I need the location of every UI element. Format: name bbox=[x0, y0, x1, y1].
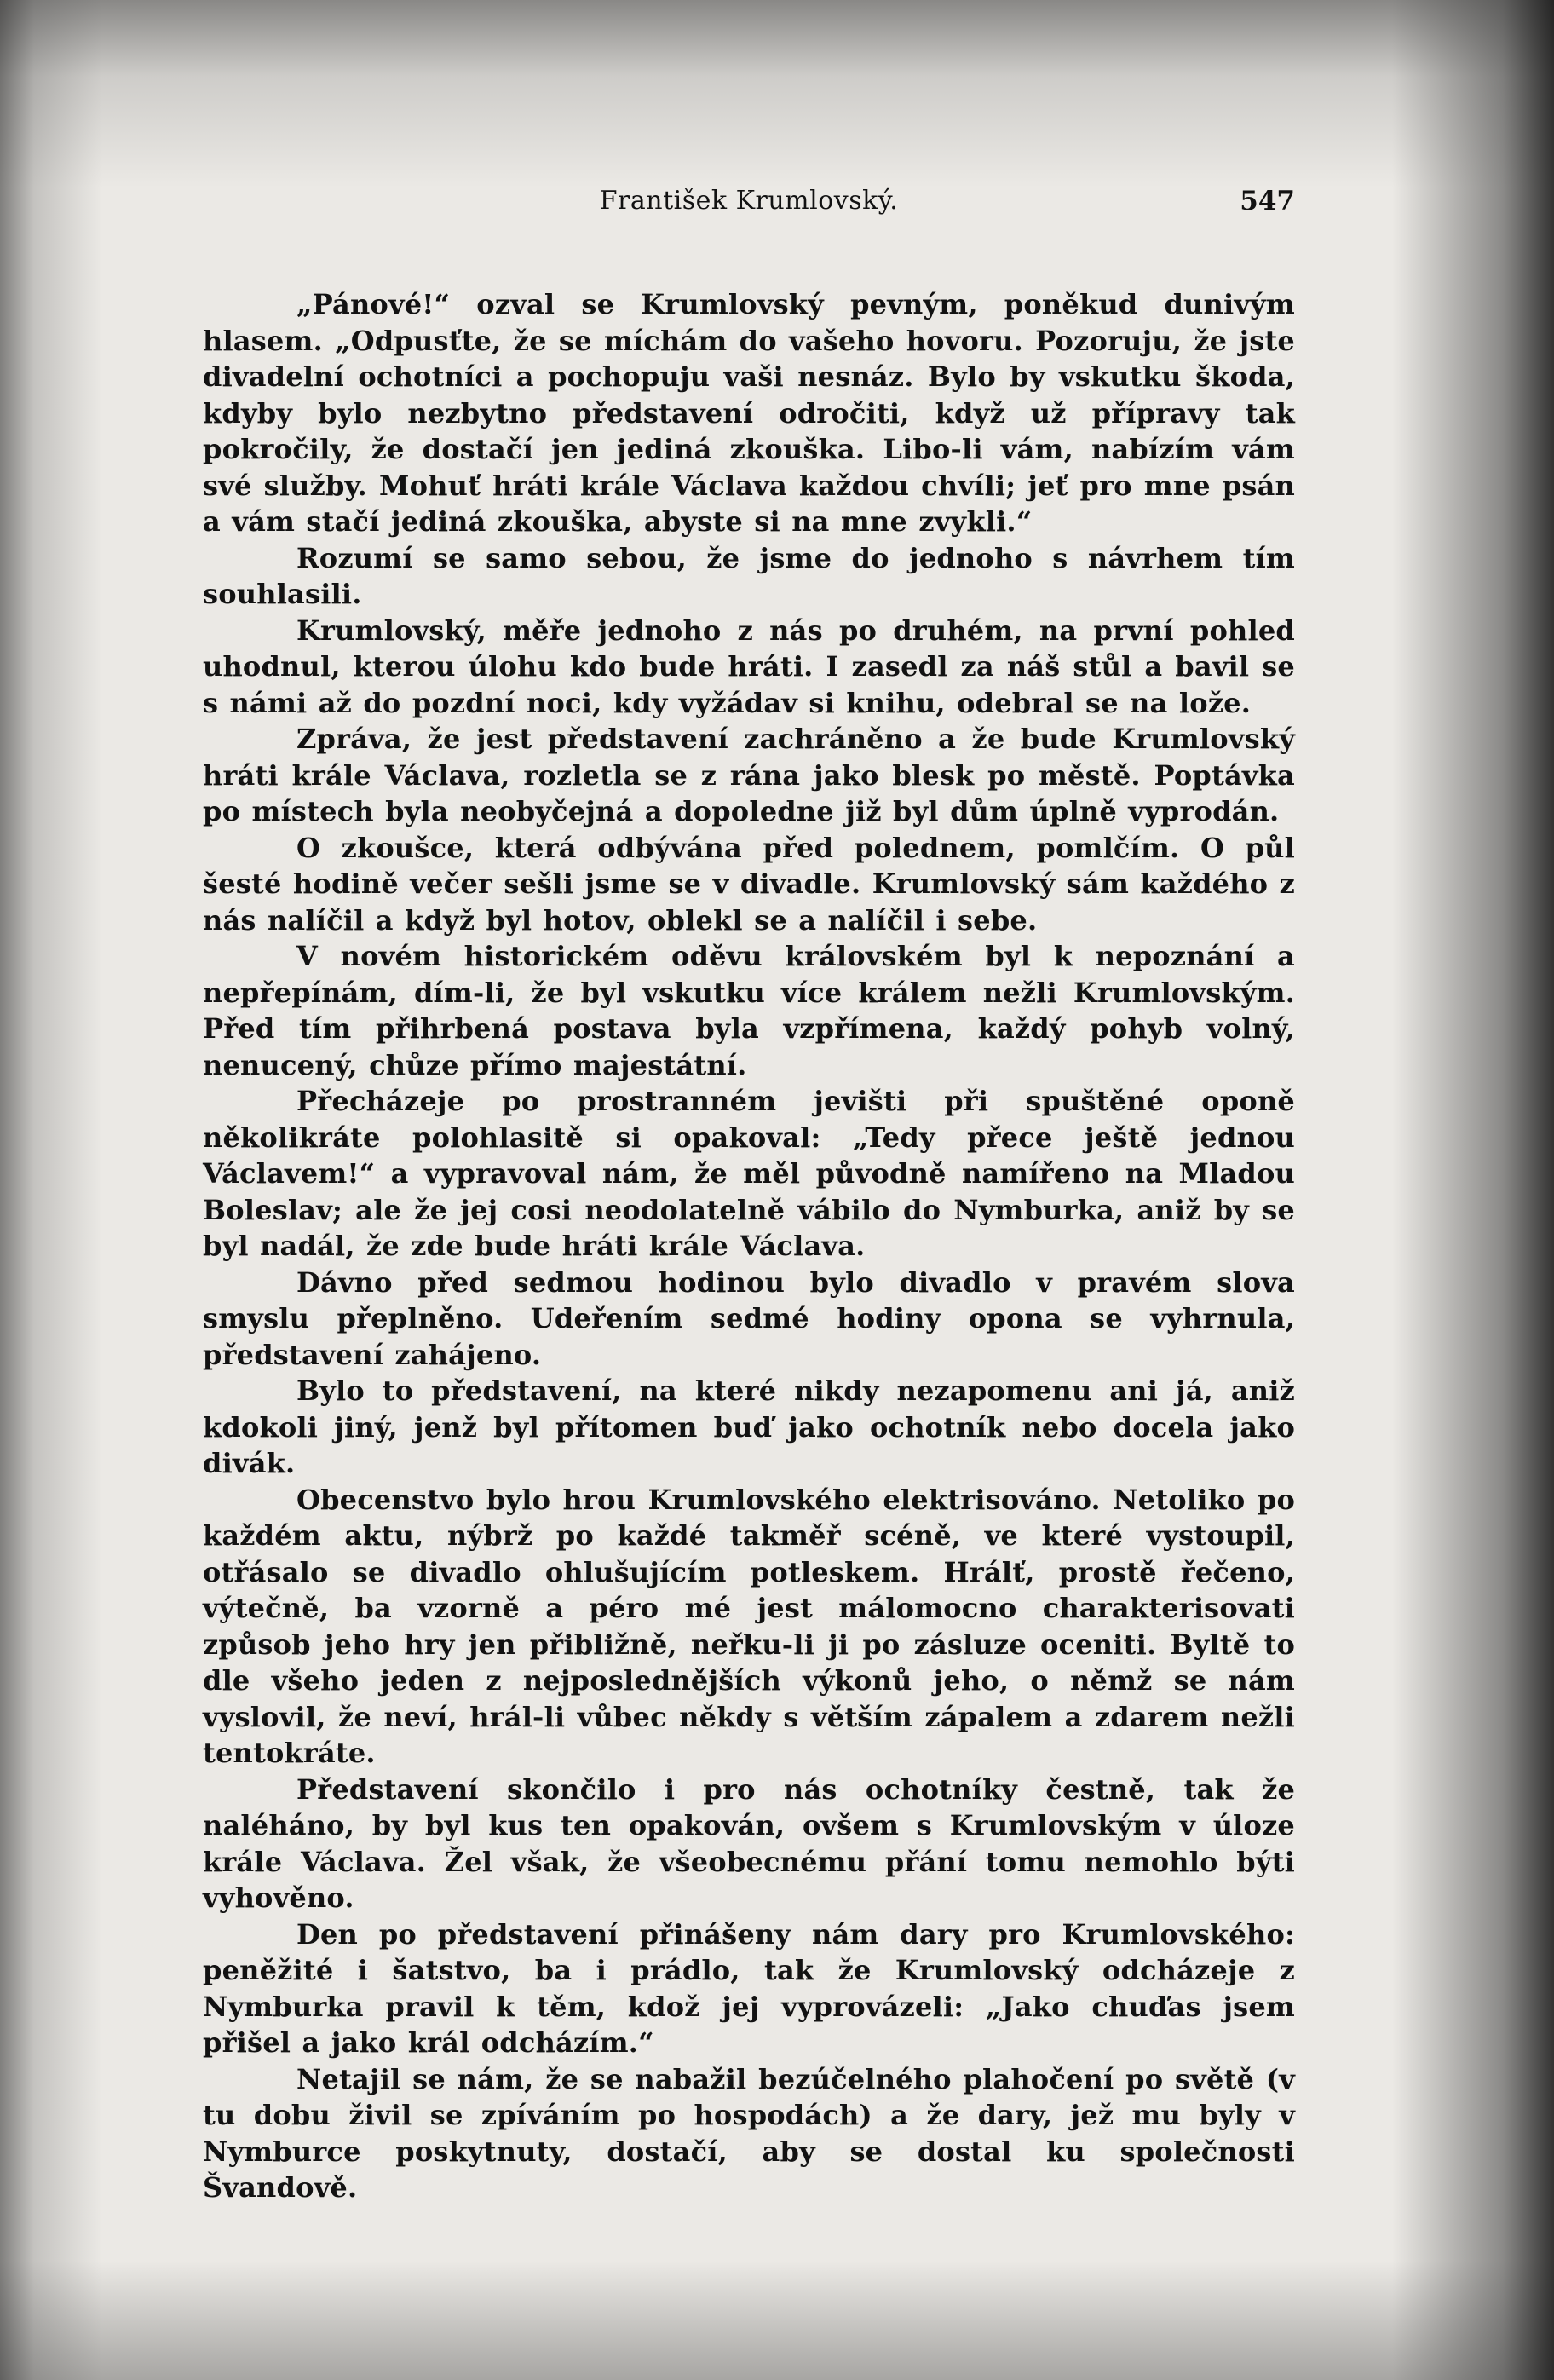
paragraph: Rozumí se samo sebou, že jsme do jednoho s návrhem tím souhlasili. bbox=[203, 541, 1295, 610]
paragraph: Netajil se nám, že se nabažil bezúčelného plahočení po světě (v tu dobu živil se zpíváním po hospodách) a že dary, jež mu byly v Nymburce poskytnuty, dostačí, aby se dostal ku společnosti Švandově. bbox=[203, 2062, 1295, 2204]
page-header bbox=[203, 186, 1295, 245]
body-text bbox=[203, 286, 1295, 2206]
running-head: František Krumlovský. bbox=[599, 186, 899, 216]
paragraph: V novém historickém oděvu královském byl k nepoznání a nepřepínám, dím-li, že byl vskutku více králem nežli Krumlovským. Před tím přihrbená postava byla vzpřímena, každý pohyb volný, nenucený, chůze přímo majestátní. bbox=[203, 940, 1295, 1081]
book-page bbox=[203, 186, 1295, 2206]
paragraph: Den po představení přinášeny nám dary pro Krumlovského: peněžité i šatstvo, ba i prádlo, tak že Krumlovský odcházeje z Nymburka pravil k těm, kdož jej vyprovázeli: „Jako chuďas jsem přišel a jako král odcházím.“ bbox=[203, 1917, 1295, 2059]
paragraph: Přecházeje po prostranném jevišti při spuštěné oponě několikráte polohlasitě si opakoval: „Tedy přece ještě jednou Václavem!“ a vypravoval nám, že měl původně namířeno na Mladou Boleslav; ale že jej cosi neodolatelně vábilo do Nymburka, aniž by se byl nadál, že zde bude hráti krále Václava. bbox=[203, 1085, 1295, 1262]
page-number: 547 bbox=[1240, 186, 1295, 216]
paragraph: „Pánové!“ ozval se Krumlovský pevným, poněkud dunivým hlasem. „Odpusťte, že se míchám do vašeho hovoru. Pozoruju, že jste divadelní ochotníci a pochopuju vaši nesnáz. Bylo by vskutku škoda, kdyby bylo nezbytno představení odročiti, když už přípravy tak pokročily, že dostačí jen jediná zkouška. Libo-li vám, nabízím vám své služby. Mohuť hráti krále Václava každou chvíli; jeť pro mne psán a vám stačí jediná zkouška, abyste si na mne zvykli.“ bbox=[203, 288, 1295, 538]
paragraph: Představení skončilo i pro nás ochotníky čestně, tak že naléháno, by byl kus ten opakován, ovšem s Krumlovským v úloze krále Václava. Žel však, že všeobecnému přání tomu nemohlo býti vyhověno. bbox=[203, 1772, 1295, 1914]
paragraph: Dávno před sedmou hodinou bylo divadlo v pravém slova smyslu přeplněno. Udeřením sedmé hodiny opona se vyhrnula, představení zahájeno. bbox=[203, 1265, 1295, 1371]
paragraph: Krumlovský, měře jednoho z nás po druhém, na první pohled uhodnul, kterou úlohu kdo bude hráti. I zasedl za náš stůl a bavil se s námi až do pozdní noci, kdy vyžádav si knihu, odebral se na lože. bbox=[203, 614, 1295, 719]
paragraph: Bylo to představení, na které nikdy nezapomenu ani já, aniž kdokoli jiný, jenž byl přítomen buď jako ochotník nebo docela jako divák. bbox=[203, 1374, 1295, 1479]
paragraph: O zkoušce, která odbývána před polednem, pomlčím. O půl šesté hodině večer sešli jsme se v divadle. Krumlovský sám každého z nás nalíčil a když byl hotov, oblekl se a nalíčil i sebe. bbox=[203, 831, 1295, 936]
paragraph: Zpráva, že jest představení zachráněno a že bude Krumlovský hráti krále Václava, rozletla se z rána jako blesk po městě. Poptávka po místech byla neobyčejná a dopoledne již byl dům úplně vyprodán. bbox=[203, 723, 1295, 827]
paragraph: Obecenstvo bylo hrou Krumlovského elektrisováno. Netoliko po každém aktu, nýbrž po každé takměř scéně, ve které vystoupil, otřásalo se divadlo ohlušujícím potleskem. Hrálť, prostě řečeno, výtečně, ba vzorně a péro mé jest málomocno charakterisovati způsob jeho hry jen přibližně, neřku-li ji po zásluze oceniti. Byltě to dle všeho jeden z nejposlednějších výkonů jeho, o němž se nám vyslovil, že neví, hrál-li vůbec někdy s větším zápalem a zdarem nežli tentokráte. bbox=[203, 1483, 1295, 1769]
